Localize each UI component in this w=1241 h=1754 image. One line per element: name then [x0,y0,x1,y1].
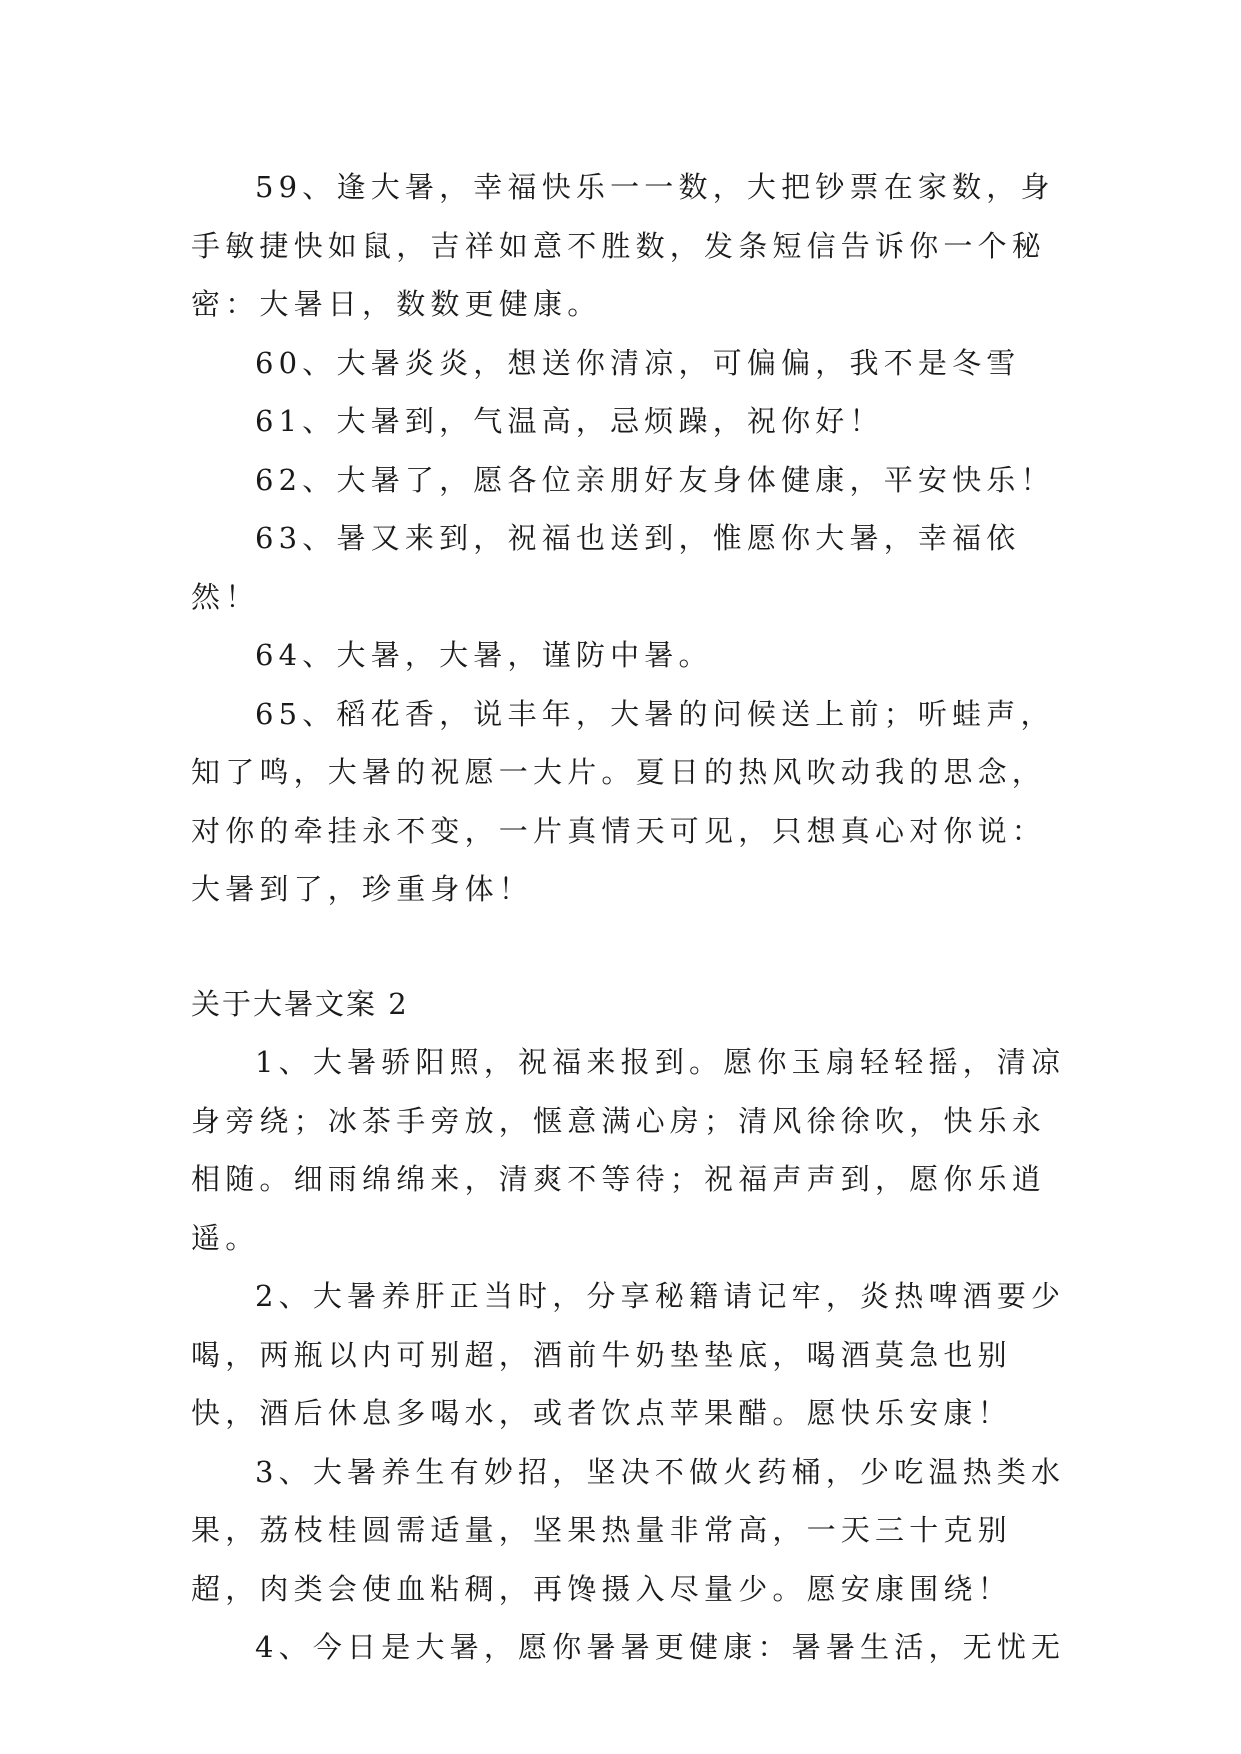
paragraph-1: 1、大暑骄阳照，祝福来报到。愿你玉扇轻轻摇，清凉身旁绕；冰茶手旁放，惬意满心房；清风徐徐吹，快乐永相随。细雨绵绵来，清爽不等待；祝福声声到，愿你乐逍遥。 [191,1045,1066,1255]
paragraph-62: 62、大暑了，愿各位亲朋好友身体健康，平安快乐！ [255,462,1055,497]
paragraph-2: 2、大暑养肝正当时，分享秘籍请记牢，炎热啤酒要少喝，两瓶以内可别超，酒前牛奶垫垫底，喝酒莫急也别快，酒后休息多喝水，或者饮点苹果醋。愿快乐安康！ [191,1279,1066,1430]
paragraph-59: 59、逢大暑，幸福快乐一一数，大把钞票在家数，身手敏捷快如鼠，吉祥如意不胜数，发条短信告诉你一个秘密：大暑日，数数更健康。 [191,170,1055,321]
paragraph-65: 65、稻花香，说丰年，大暑的问候送上前；听蛙声，知了鸣，大暑的祝愿一大片。夏日的热风吹动我的思念，对你的牵挂永不变，一片真情天可见，只想真心对你说：大暑到了，珍重身体！ [191,696,1055,906]
paragraph-3: 3、大暑养生有妙招，坚决不做火药桶，少吃温热类水果，荔枝桂圆需适量，坚果热量非常高，一天三十克别超，肉类会使血粘稠，再馋摄入尽量少。愿安康围绕！ [191,1454,1066,1606]
document-body [191,158,1071,1677]
paragraph-64: 64、大暑，大暑，谨防中暑。 [255,638,713,672]
paragraph-60: 60、大暑炎炎，想送你清凉，可偏偏，我不是冬雪 [255,345,1021,380]
section-heading: 关于大暑文案 2 [191,986,409,1021]
paragraph-61: 61、大暑到，气温高，忌烦躁，祝你好！ [255,404,884,438]
paragraph-4: 4、今日是大暑，愿你暑暑更健康：暑暑生活，无忧无 [255,1630,1066,1664]
paragraph-63: 63、暑又来到，祝福也送到，惟愿你大暑，幸福依然！ [191,521,1021,614]
